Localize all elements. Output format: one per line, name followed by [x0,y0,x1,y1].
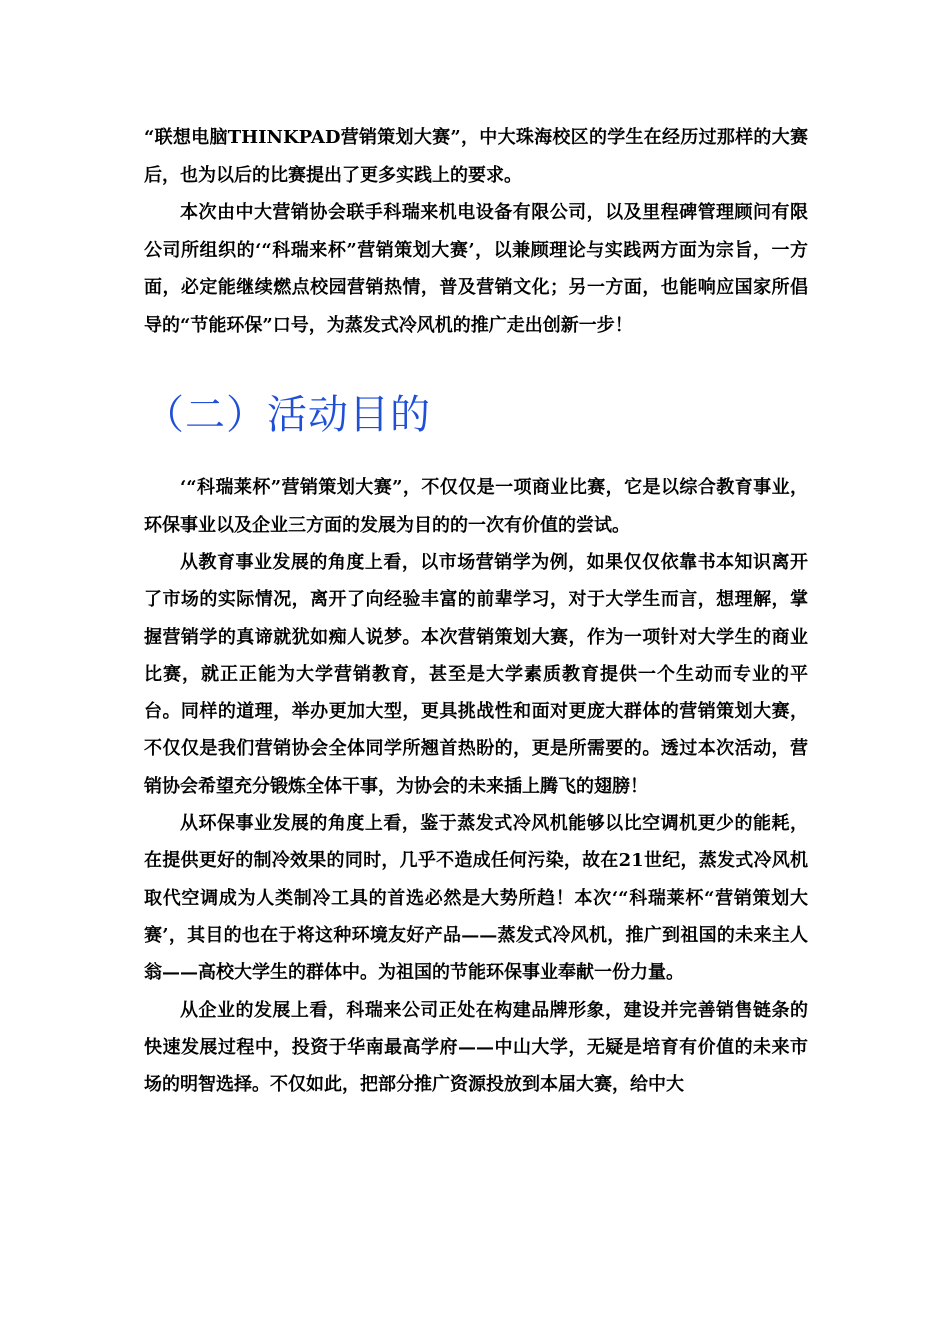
purpose-paragraph-2: 从教育事业发展的角度上看，以市场营销学为例，如果仅仅依靠书本知识离开了市场的实际情况，离开了向经验丰富的前辈学习，对于大学生而言，想理解，掌握营销学的真谛就犹如痴人说梦。本次营销策划大赛，作为一项针对大学生的商业比赛，就正正能为大学营销教育，甚至是大学素质教育提供一个生动而专业的平台。同样的道理，举办更加大型，更具挑战性和面对更庞大群体的营销策划大赛，不仅仅是我们营销协会全体同学所翘首热盼的，更是所需要的。透过本次活动，营销协会希望充分锻炼全体干事，为协会的未来插上腾飞的翅膀！ [144,552,808,797]
spacer [144,344,808,385]
purpose-paragraph-1: ‘“科瑞莱杯”营销策划大赛”，不仅仅是一项商业比赛，它是以综合教育事业，环保事业以及企业三方面的发展为目的的一次有价值的尝试。 [144,477,808,536]
intro-paragraph-2: 本次由中大营销协会联手科瑞来机电设备有限公司，以及里程碑管理顾问有限公司所组织的‘“科瑞来杯”营销策划大赛’，以兼顾理论与实践两方面为宗旨，一方面，必定能继续燃点校园营销热情，普及营销文化；另一方面，也能响应国家所倡导的“节能环保”口号，为蒸发式冷风机的推广走出创新一步！ [144,202,808,336]
intro-paragraph-1: “联想电脑THINKPAD营销策划大赛”，中大珠海校区的学生在经历过那样的大赛后，也为以后的比赛提出了更多实践上的要求。 [144,127,808,186]
section-heading: （二）活动目的 [144,392,431,438]
spacer [144,445,808,469]
page-content [144,119,808,1103]
purpose-paragraph-4: 从企业的发展上看，科瑞来公司正处在构建品牌形象，建设并完善销售链条的快速发展过程中，投资于华南最高学府——中山大学，无疑是培育有价值的未来市场的明智选择。不仅如此，把部分推广资源投放到本届大赛，给中大 [144,999,808,1096]
purpose-paragraph-3: 从环保事业发展的角度上看，鉴于蒸发式冷风机能够以比空调机更少的能耗，在提供更好的制冷效果的同时，几乎不造成任何污染，故在21世纪，蒸发式冷风机取代空调成为人类制冷工具的首选必然是大势所趋！本次‘“科瑞莱杯“营销策划大赛’，其目的也在于将这种环境友好产品——蒸发式冷风机，推广到祖国的未来主人翁——高校大学生的群体中。为祖国的节能环保事业奉献一份力量。 [144,813,808,984]
